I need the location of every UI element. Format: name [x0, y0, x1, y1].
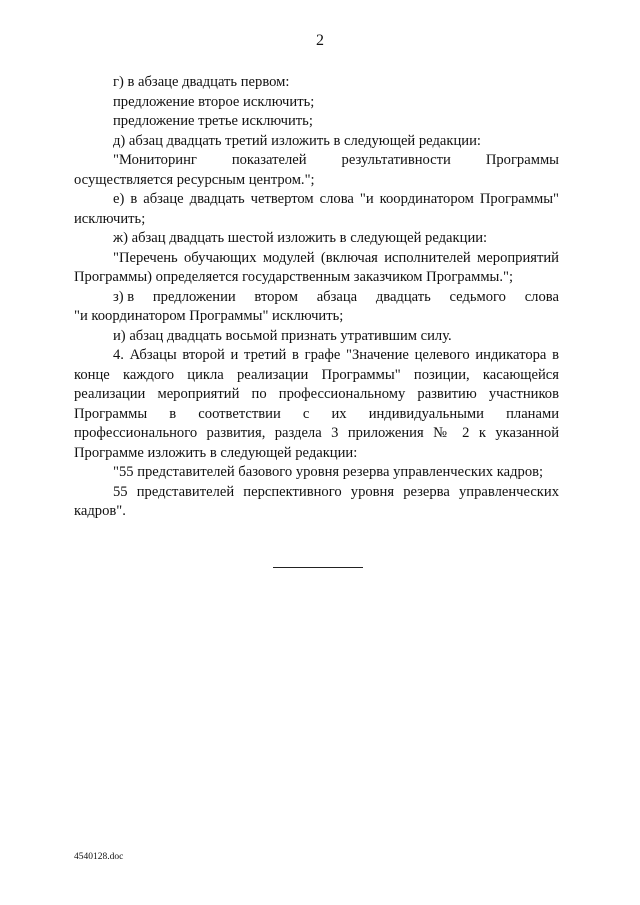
- word: Программы: [485, 152, 559, 168]
- file-name-footer: 4540128.doc: [74, 852, 124, 862]
- paragraph-zh: ж) абзац двадцать шестой изложить в следующей редакции:: [113, 230, 488, 246]
- paragraph-z-line1: [74, 288, 559, 308]
- paragraph-modules: "Перечень обучающих модулей (включая исполнителей мероприятий Программы) определяется государственным заказчиком Программы.";: [74, 249, 559, 285]
- paragraph-monitoring-line2: осуществляется ресурсным центром.";: [74, 171, 315, 188]
- word: показателей: [231, 152, 307, 168]
- word: результативности: [341, 152, 451, 168]
- paragraph-i: и) абзац двадцать восьмой признать утратившим силу.: [113, 327, 452, 344]
- word: абзаца: [316, 288, 358, 305]
- paragraph-quote-basic: "55 представителей базового уровня резерва управленческих кадров;: [113, 464, 544, 480]
- page-number: 2: [316, 32, 324, 49]
- document-body: [74, 73, 559, 522]
- word: седьмого: [449, 288, 506, 305]
- paragraph-monitoring-line1: [74, 151, 559, 171]
- paragraph-g-sentence2: предложение второе исключить;: [113, 93, 315, 110]
- paragraph-d: д) абзац двадцать третий изложить в следующей редакции:: [113, 132, 481, 149]
- word: слова: [524, 288, 559, 305]
- word: двадцать: [375, 288, 431, 305]
- word: втором: [254, 288, 298, 305]
- paragraph-z-line2: "и координатором Программы" исключить;: [74, 308, 344, 324]
- paragraph-e: е) в абзаце двадцать четвертом слова "и координатором Программы" исключить;: [74, 191, 559, 227]
- end-divider: [273, 567, 363, 568]
- word: предложении: [152, 288, 236, 305]
- word: "Мониторинг: [113, 152, 197, 168]
- word: з) в: [113, 288, 135, 305]
- paragraph-g-sentence3: предложение третье исключить;: [113, 113, 313, 129]
- paragraph-g: г) в абзаце двадцать первом:: [113, 74, 290, 90]
- paragraph-4: 4. Абзацы второй и третий в графе "Значение целевого индикатора в конце каждого цикла реализации Программы" позиции, касающейся реализации мероприятий по профессиональному развитию участников Программы в соответствии с их индивидуальными планами профессионального развития, раздела 3 приложения № 2 к указанной Программе изложить в следующей редакции:: [74, 347, 559, 461]
- paragraph-quote-perspective: 55 представителей перспективного уровня резерва управленческих кадров".: [74, 483, 559, 519]
